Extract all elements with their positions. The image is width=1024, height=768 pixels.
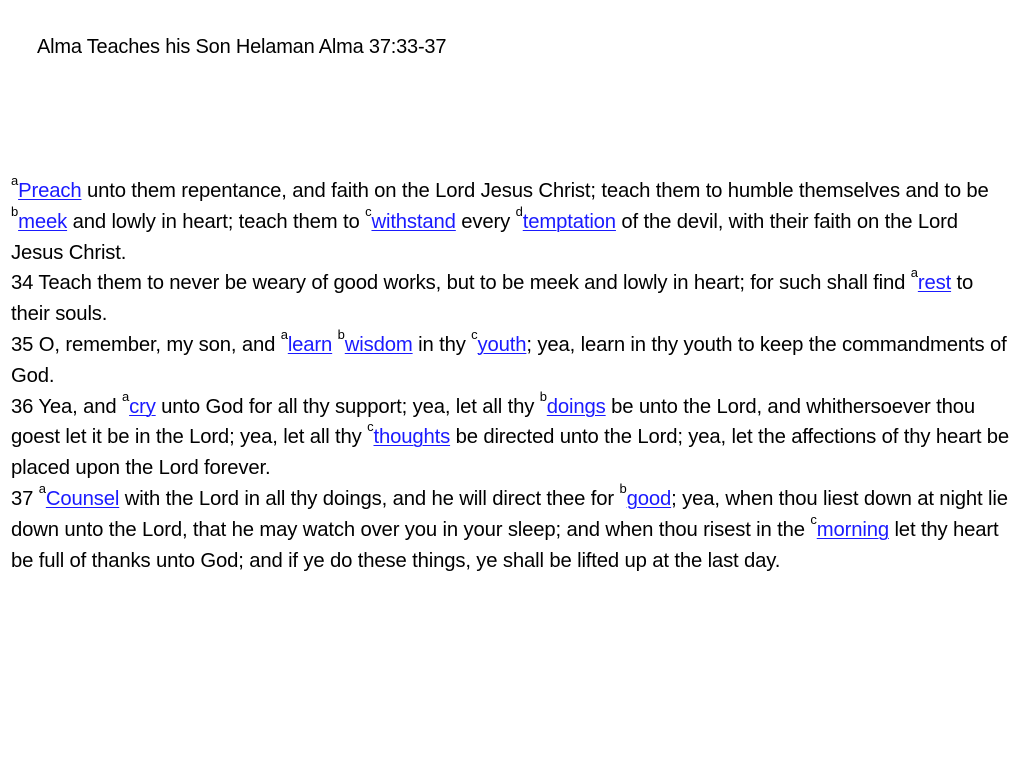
footnote-marker: b [539,388,547,404]
verse-text: ; yea, when thou liest down at night lie down unto the Lord, that he may watch over you in your sleep; and when thou risest in the [11,487,1008,541]
footnote-marker: c [471,326,478,342]
footnote-marker: b [619,480,627,496]
footnote-link-learn[interactable]: learn [287,333,333,356]
verse-text: with the Lord in all thy doings, and he will direct thee for [119,487,620,510]
footnote-link-thoughts[interactable]: thoughts [373,426,451,449]
scripture-passage [11,173,1015,576]
footnote-marker: a [280,326,288,342]
footnote-link-wisdom[interactable]: wisdom [344,333,413,356]
verse-text: to their souls. [11,272,974,326]
footnote-marker: c [367,419,374,435]
footnote-link-cry[interactable]: cry [129,395,156,418]
verse-33 [11,173,1015,268]
footnote-link-temptation[interactable]: temptation [522,210,616,233]
footnote-marker: a [11,173,19,188]
verse-text: be directed unto the Lord; yea, let the affections of thy heart be placed upon the Lord forever. [11,426,1010,480]
verse-text: of the devil, with their faith on the Lord Jesus Christ. [11,210,958,264]
footnote-link-meek[interactable]: meek [18,210,68,233]
footnote-marker: d [515,203,523,219]
footnote-marker: b [337,326,345,342]
verse-text: unto them repentance, and faith on the Lord Jesus Christ; teach them to humble themselves and to be [81,180,989,202]
verse-37 [11,480,1015,576]
footnote-link-youth[interactable]: youth [477,333,527,356]
verse-text: unto God for all thy support; yea, let all thy [155,395,540,418]
verse-text: ; yea, learn in thy youth to keep the commandments of God. [11,333,1007,387]
footnote-link-morning[interactable]: morning [816,518,889,541]
footnote-marker: c [365,203,372,219]
verse-text: let thy heart be full of thanks unto God; and if ye do these things, ye shall be lifted up at the last day. [11,518,999,572]
footnote-link-rest[interactable]: rest [917,272,952,295]
verse-text: 36 Yea, and [11,395,122,418]
verse-text: 35 O, remember, my son, and [11,333,281,356]
footnote-marker: a [910,265,918,281]
footnote-link-withstand[interactable]: withstand [371,210,456,233]
footnote-link-counsel[interactable]: Counsel [45,487,120,510]
verse-text: 34 Teach them to never be weary of good works, but to be meek and lowly in heart; for such shall find [11,272,911,295]
footnote-link-doings[interactable]: doings [546,395,606,418]
verse-text: and lowly in heart; teach them to [67,210,366,233]
verse-text [332,334,338,356]
verse-35 [11,326,1015,392]
verse-text: be unto the Lord, and whithersoever thou goest let it be in the Lord; yea, let all thy [11,395,975,449]
slide-title: Alma Teaches his Son Helaman Alma 37:33-37 [37,36,447,58]
footnote-link-good[interactable]: good [626,487,672,510]
verse-text: 37 [11,487,39,510]
footnote-marker: a [38,480,46,496]
verse-text: in thy [412,333,472,356]
verse-36 [11,388,1015,484]
footnote-marker: a [122,388,130,404]
verse-34 [11,265,1015,330]
footnote-marker: b [11,203,19,219]
footnote-marker: c [810,511,817,527]
footnote-link-preach[interactable]: Preach [18,180,82,202]
verse-text: every [455,210,516,233]
